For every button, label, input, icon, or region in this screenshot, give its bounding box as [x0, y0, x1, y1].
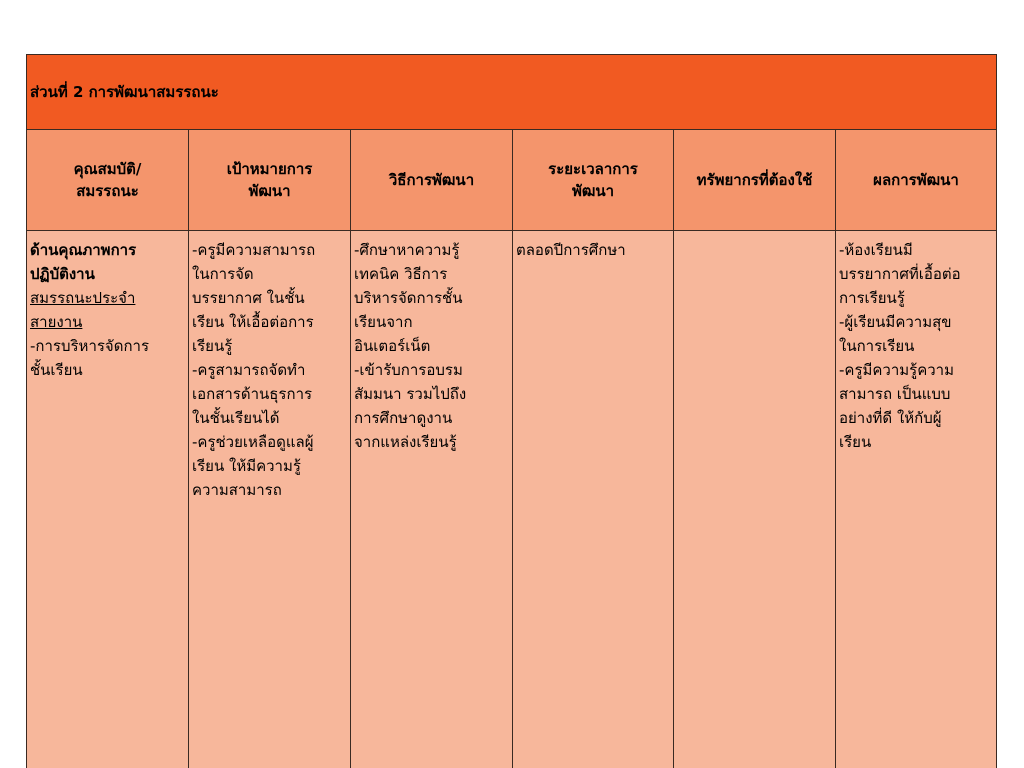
- development-table: [26, 54, 997, 768]
- competency-subheading: สมรรถนะประจำ สายงาน: [30, 289, 136, 331]
- competency-item: -การบริหารจัดการ ชั้นเรียน: [30, 337, 150, 379]
- header-goals: เป้าหมายการ พัฒนา: [189, 130, 350, 231]
- table-columns: [27, 130, 996, 768]
- header-duration: ระยะเวลาการ พัฒนา: [513, 130, 673, 231]
- column-competency: [27, 130, 189, 768]
- column-methods: [351, 130, 513, 768]
- cell-results: -ห้องเรียนมี บรรยากาศที่เอื้อต่อ การเรียนรู้ -ผู้เรียนมีความสุข ในการเรียน -ครูมีความรู้ความ สามารถ เป็นแบบ อย่างที่ดี ให้กับผู้ เรียน: [836, 231, 996, 768]
- header-methods: วิธีการพัฒนา: [351, 130, 512, 231]
- header-resources: ทรัพยากรที่ต้องใช้: [674, 130, 835, 231]
- column-resources: [674, 130, 836, 768]
- column-duration: [513, 130, 674, 768]
- cell-competency: [27, 231, 188, 768]
- header-results: ผลการพัฒนา: [836, 130, 996, 231]
- column-results: [836, 130, 996, 768]
- cell-methods: -ศึกษาหาความรู้ เทคนิค วิธีการ บริหารจัดการชั้น เรียนจาก อินเตอร์เน็ต -เข้ารับการอบรม สัมมนา รวมไปถึง การศึกษาดูงาน จากแหล่งเรียนรู้: [351, 231, 512, 768]
- cell-resources: [674, 231, 835, 768]
- header-competency: คุณสมบัติ/ สมรรถนะ: [27, 130, 188, 231]
- cell-goals: -ครูมีความสามารถ ในการจัด บรรยากาศ ในชั้น เรียน ให้เอื้อต่อการ เรียนรู้ -ครูสามารถจัดทำ เอกสารด้านธุรการ ในชั้นเรียนได้ -ครูช่วยเหลือดูแลผู้ เรียน ให้มีความรู้ ความสามารถ: [189, 231, 350, 768]
- section-title: ส่วนที่ 2 การพัฒนาสมรรถนะ: [27, 55, 996, 130]
- column-goals: [189, 130, 351, 768]
- cell-duration: ตลอดปีการศึกษา: [513, 231, 673, 768]
- competency-heading: ด้านคุณภาพการ ปฏิบัติงาน: [30, 241, 137, 283]
